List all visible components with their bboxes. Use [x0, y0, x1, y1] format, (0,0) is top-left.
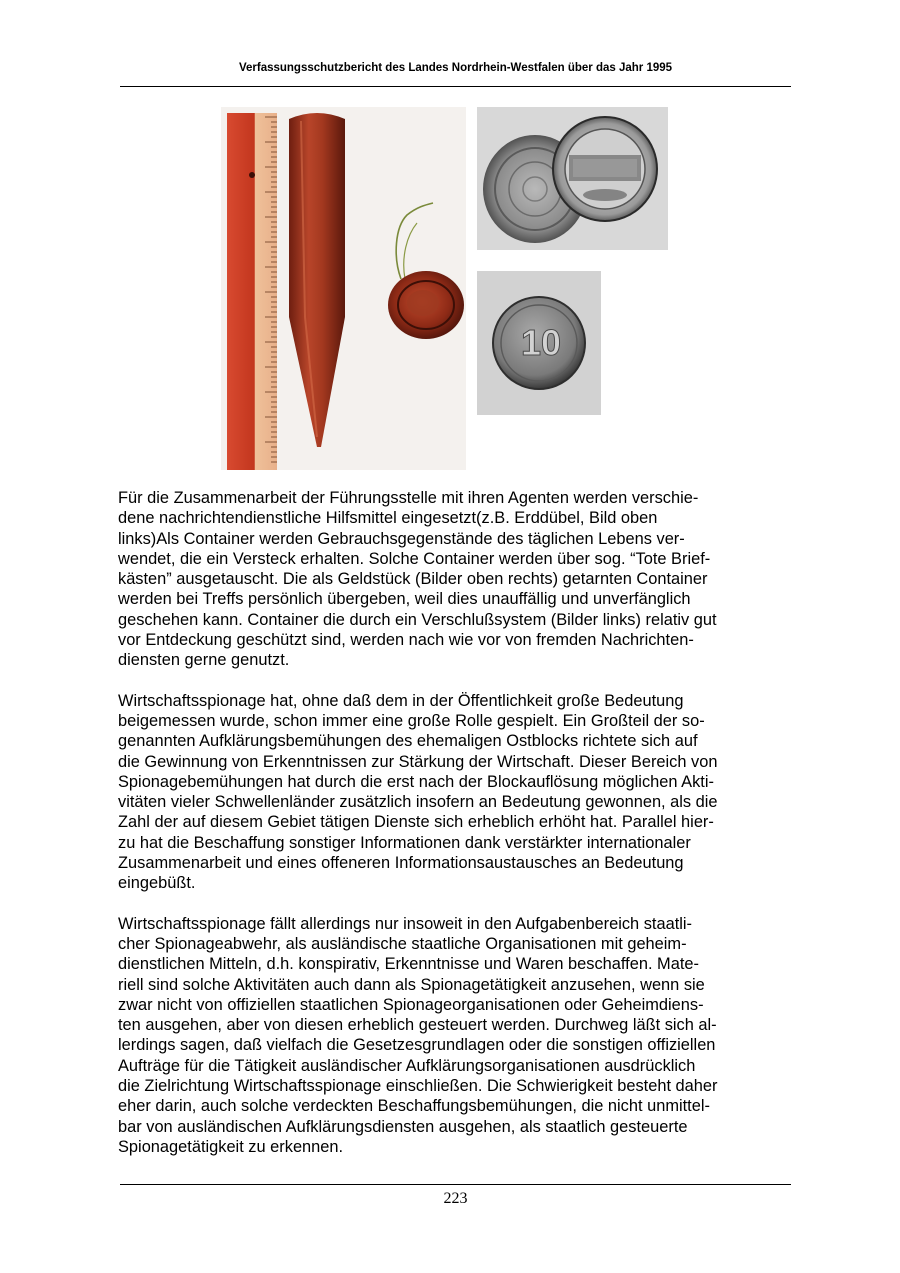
text-line: wendet, die ein Versteck erhalten. Solche Container werden über sog. “Tote Brief- — [118, 549, 711, 568]
page-number: 223 — [443, 1190, 468, 1207]
text-line: die Gewinnung von Erkenntnissen zur Stärkung der Wirtschaft. Dieser Bereich von — [118, 752, 718, 771]
text-line: vitäten vieler Schwellenländer zusätzlich insofern an Bedeutung gewonnen, als die — [118, 793, 718, 812]
text-line: zwar nicht von offiziellen staatlichen Spionageorganisationen oder Geheimdiens- — [118, 995, 704, 1014]
running-header: Verfassungsschutzbericht des Landes Nordrhein-Westfalen über das Jahr 1995 — [238, 62, 673, 74]
text-line: Spionagetätigkeit zu erkennen. — [118, 1137, 344, 1156]
text-line: links)Als Container werden Gebrauchsgegenstände des täglichen Lebens ver- — [118, 529, 685, 548]
text-line: dene nachrichtendienstliche Hilfsmittel eingesetzt(z.B. Erddübel, Bild oben — [118, 509, 658, 528]
paragraph-state-counterespionage — [118, 914, 793, 1158]
footer-rule — [120, 1184, 791, 1185]
text-line: vor Entdeckung geschützt sind, werden nach wie vor von fremden Nachrichten- — [118, 631, 694, 650]
text-line: Zahl der auf diesem Gebiet tätigen Dienste sich erheblich erhöht hat. Parallel hier- — [118, 813, 714, 832]
text-line: die Zielrichtung Wirtschaftsspionage einschließen. Die Schwierigkeit besteht daher — [118, 1077, 718, 1096]
coin-cup — [553, 117, 657, 221]
coin — [493, 297, 585, 389]
text-line: Spionagebemühungen hat durch die erst nach der Blockauflösung möglichen Akti- — [118, 772, 714, 791]
body-text — [118, 488, 793, 1157]
lid-wire — [396, 203, 433, 279]
text-line: beigemessen wurde, schon immer eine große Rolle gespielt. Ein Großteil der so- — [118, 711, 705, 730]
coin-container-open-photo — [477, 107, 668, 250]
text-line: Wirtschaftsspionage hat, ohne daß dem in der Öffentlichkeit große Bedeutung — [118, 691, 684, 710]
text-line: zu hat die Beschaffung sonstiger Informationen dank verstärkter internationaler — [118, 833, 691, 852]
spike-body — [289, 113, 345, 447]
text-line: ten ausgehen, aber von diesen erheblich gesteuert werden. Durchweg läßt sich al- — [118, 1016, 717, 1035]
text-line: Für die Zusammenarbeit der Führungsstelle mit ihren Agenten werden verschie- — [118, 489, 699, 507]
text-line: lerdings sagen, daß vielfach die Gesetzesgrundlagen oder die sonstigen offiziellen — [118, 1036, 716, 1055]
coin-denomination: 10 — [520, 322, 562, 363]
text-line: kästen” ausgetauscht. Die als Geldstück (Bilder oben rechts) getarnten Container — [118, 570, 708, 589]
text-line: werden bei Treffs persönlich übergeben, weil dies unauffällig und unverfänglich — [118, 590, 691, 609]
text-line: eingebüßt. — [118, 874, 196, 893]
text-line: diensten gerne genutzt. — [118, 651, 290, 670]
text-line: geschehen kann. Container die durch ein Verschlußsystem (Bilder links) relativ gut — [118, 610, 717, 629]
paragraph-tools — [118, 488, 793, 671]
text-line: eher darin, auch solche verdeckten Beschaffungsbemühungen, die nicht unmittel- — [118, 1097, 710, 1116]
text-line: dienstlichen Mitteln, d.h. konspirativ, Erkenntnisse und Waren beschaffen. Mate- — [118, 955, 699, 974]
ground-spike-photo — [221, 107, 466, 470]
header-rule — [120, 86, 791, 87]
text-line: riell sind solche Aktivitäten auch dann als Spionagetätigkeit anzusehen, wenn sie — [118, 975, 705, 994]
ruler — [227, 113, 277, 470]
spike-lid — [388, 271, 464, 339]
text-line: Zusammenarbeit und eines offeneren Informationsaustausches an Bedeutung — [118, 854, 684, 873]
text-line: Aufträge für die Tätigkeit ausländischer Aufklärungsorganisationen ausdrücklich — [118, 1056, 696, 1075]
paragraph-economic-espionage — [118, 691, 793, 894]
text-line: genannten Aufklärungsbemühungen des ehemaligen Ostblocks richtete sich auf — [118, 732, 698, 751]
ten-pfennig-coin-photo — [477, 271, 601, 415]
text-line: cher Spionageabwehr, als ausländische staatliche Organisationen mit geheim- — [118, 934, 687, 953]
text-line: bar von ausländischen Aufklärungsdiensten ausgehen, als staatlich gesteuerte — [118, 1117, 688, 1136]
text-line: Wirtschaftsspionage fällt allerdings nur insoweit in den Aufgabenbereich staatli- — [118, 914, 692, 933]
